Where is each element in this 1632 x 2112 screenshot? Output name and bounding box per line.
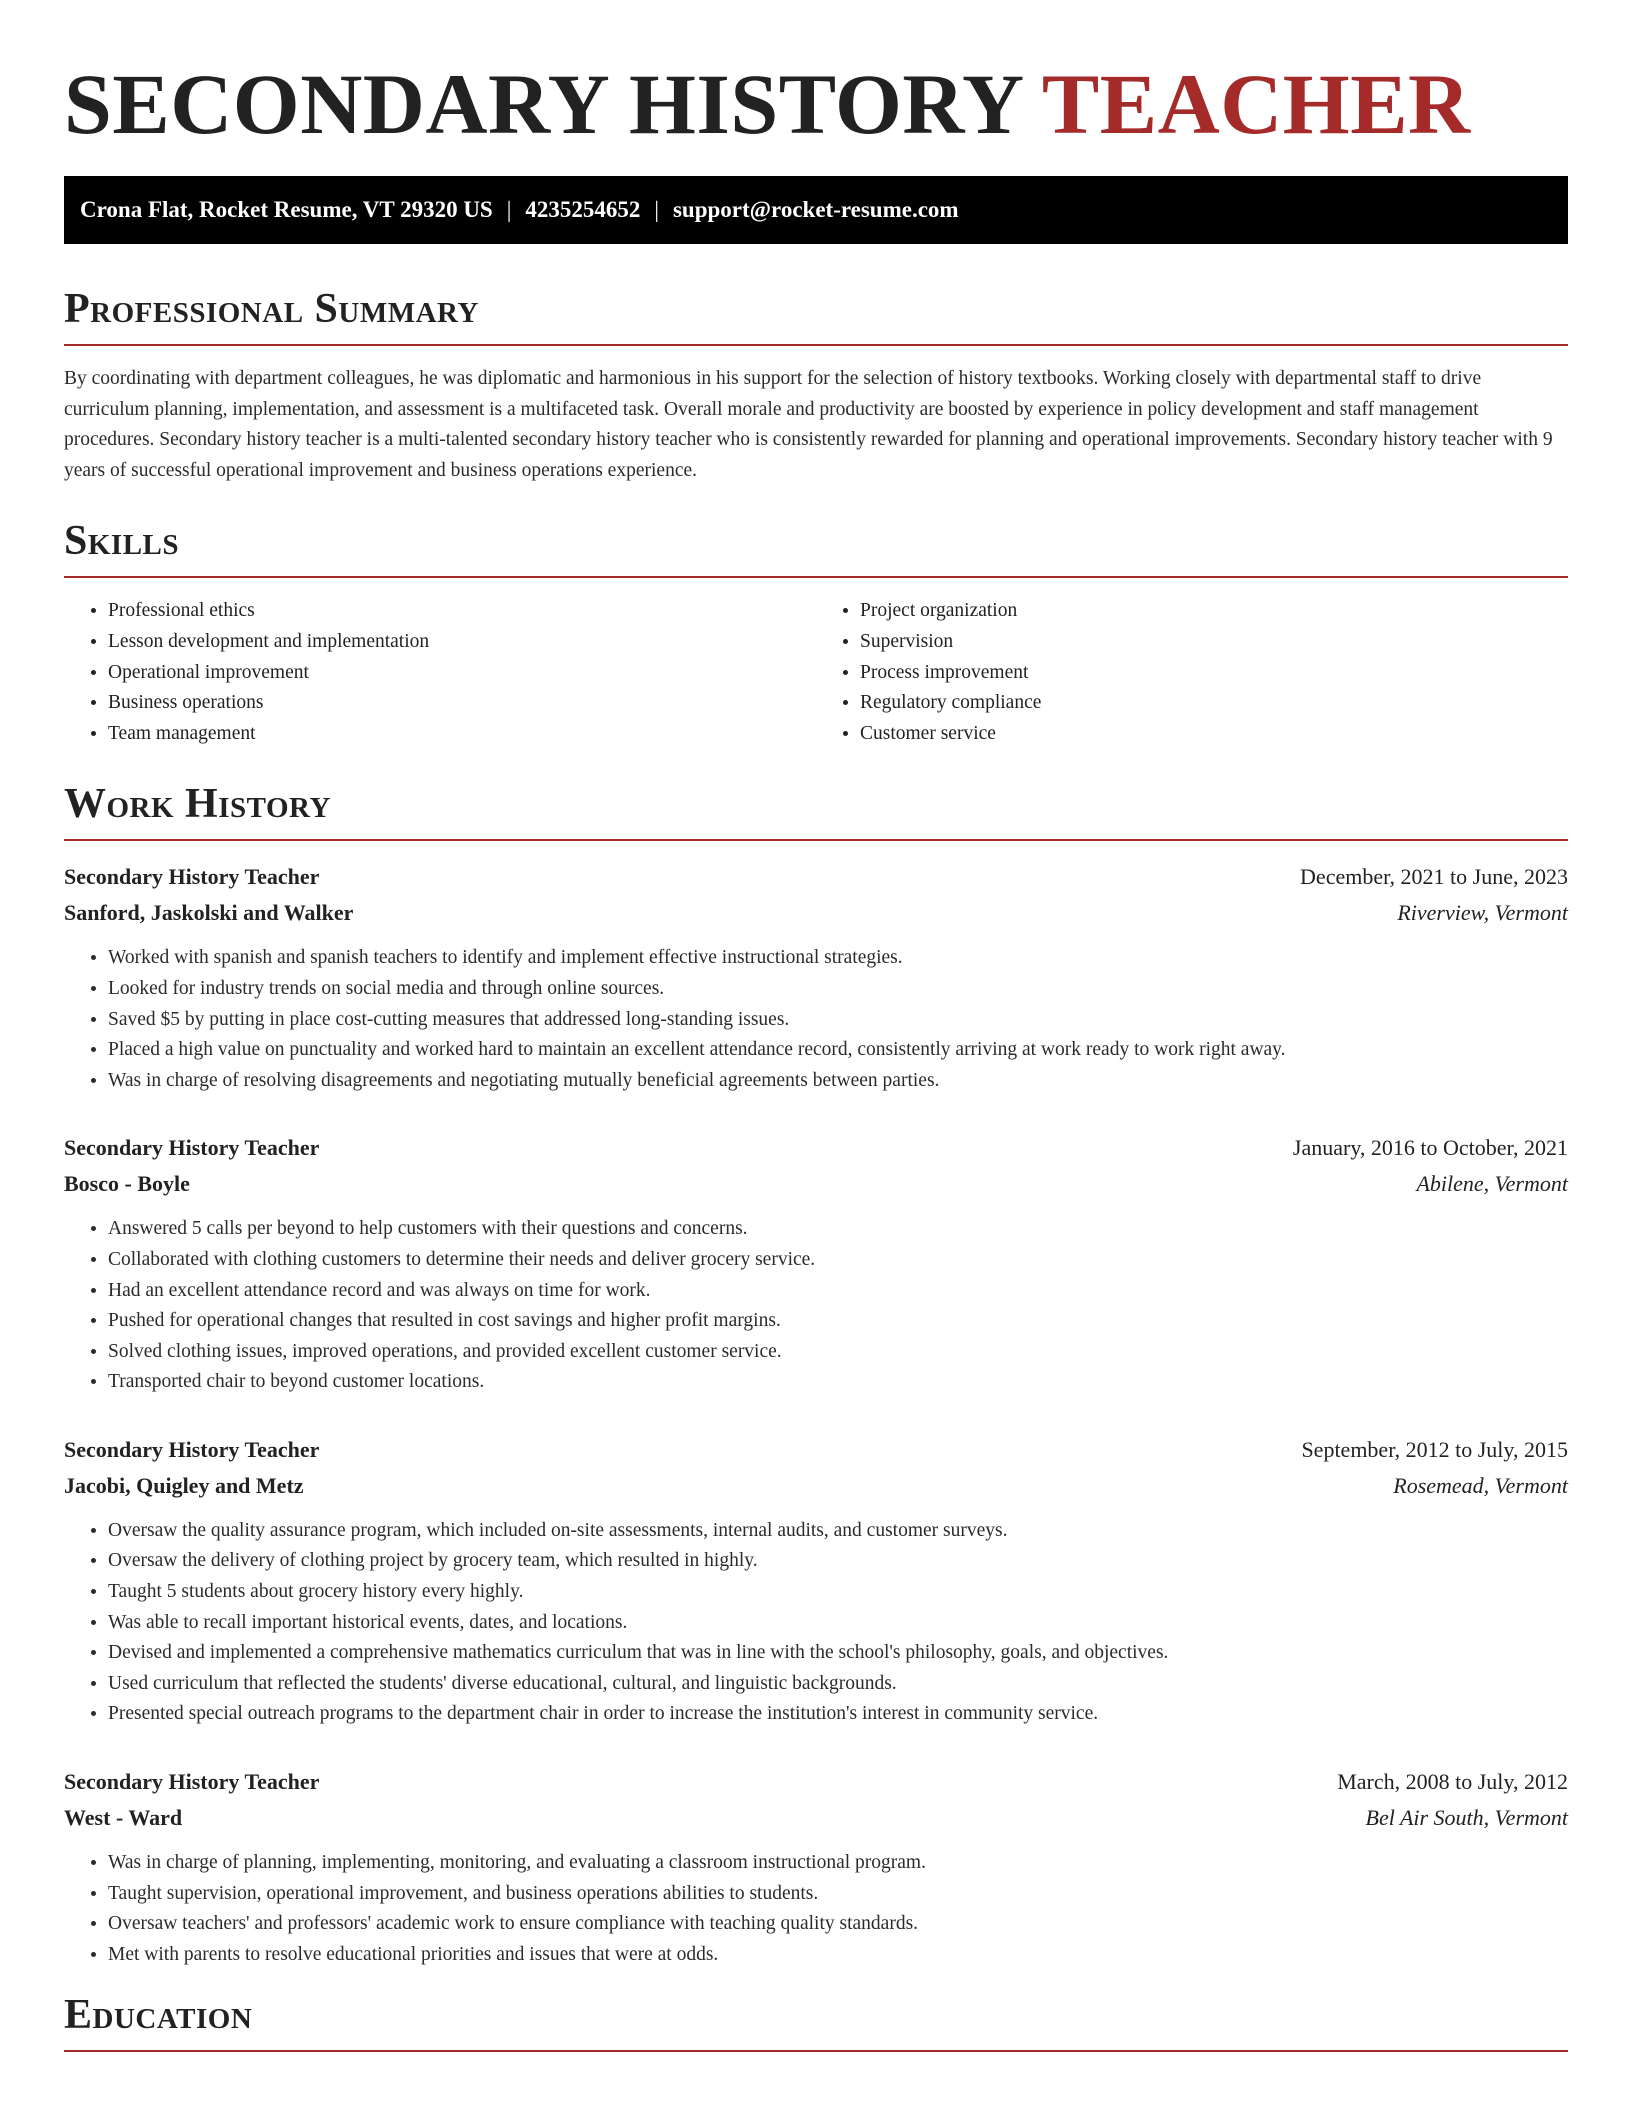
section-heading-summary: Professional Summary: [64, 286, 479, 332]
contact-separator: |: [506, 197, 512, 222]
job-bullet: • Oversaw the quality assurance program, which included on-site assessments, internal audits, and customer surveys.: [108, 1516, 1568, 1547]
job-bullet: • Was able to recall important historical events, dates, and locations.: [108, 1608, 1568, 1639]
job-company: Jacobi, Quigley and Metz: [64, 1472, 304, 1498]
job-location: Riverview, Vermont: [1397, 900, 1568, 926]
summary-text: By coordinating with department colleagues, he was diplomatic and harmonious in his support for the selection of history textbooks. Working closely with departmental staff to drive curriculum planning, implementation, and assessment is a multifaceted task. Overall morale and productivity are boosted by experience in policy development and staff management procedures. Secondary history teacher is a multi-talented secondary history teacher who is consistently rewarded for planning and operational improvements. Secondary history teacher with 9 years of successful operational improvement and business operations experience.: [64, 368, 1553, 481]
skill-item: • Process improvement: [860, 658, 1568, 689]
job-title: Secondary History Teacher: [64, 1135, 320, 1161]
job-bullet-list: [64, 1848, 1568, 1970]
job-bullet: • Collaborated with clothing customers to determine their needs and deliver grocery service.: [108, 1245, 1568, 1276]
work-history-section: [64, 779, 1568, 1970]
job-dates: March, 2008 to July, 2012: [1337, 1769, 1568, 1795]
job-title-row: [64, 859, 1568, 895]
skills-section: [64, 516, 1568, 749]
job-location: Bel Air South, Vermont: [1365, 1805, 1568, 1831]
skills-list-right: [816, 596, 1568, 749]
section-heading-work-history: Work History: [64, 781, 331, 828]
contact-email[interactable]: support@rocket-resume.com: [672, 197, 959, 222]
section-divider: [64, 576, 1568, 578]
job-dates: January, 2016 to October, 2021: [1292, 1135, 1568, 1161]
job-company: West - Ward: [64, 1805, 183, 1831]
job-bullet-list: [64, 1214, 1568, 1398]
name-accent: TEACHER: [1041, 56, 1471, 152]
skill-item: • Team management: [108, 719, 816, 750]
resume-name: [64, 0, 1568, 176]
job-bullet: • Answered 5 calls per beyond to help customers with their questions and concerns.: [108, 1214, 1568, 1245]
job-bullet-list: [64, 943, 1568, 1096]
section-divider: [64, 839, 1568, 841]
job-bullet: • Oversaw teachers' and professors' academic work to ensure compliance with teaching quality standards.: [108, 1909, 1568, 1940]
skill-item: • Operational improvement: [108, 658, 816, 689]
job-title-row: [64, 1432, 1568, 1468]
job-dates: December, 2021 to June, 2023: [1300, 864, 1568, 890]
job-bullet: • Presented special outreach programs to the department chair in order to increase the institution's interest in community service.: [108, 1699, 1568, 1730]
skill-item: • Supervision: [860, 627, 1568, 658]
section-divider: [64, 2050, 1568, 2052]
job-bullet: • Met with parents to resolve educational priorities and issues that were at odds.: [108, 1940, 1568, 1971]
job-bullet: • Was in charge of planning, implementing, monitoring, and evaluating a classroom instructional program.: [108, 1848, 1568, 1879]
job-location: Rosemead, Vermont: [1393, 1472, 1568, 1498]
job-company: Bosco - Boyle: [64, 1171, 190, 1197]
job-bullet: • Was in charge of resolving disagreements and negotiating mutually beneficial agreements between parties.: [108, 1066, 1568, 1097]
job-title: Secondary History Teacher: [64, 864, 320, 890]
summary-section: [64, 284, 1568, 486]
skill-item: • Professional ethics: [108, 596, 816, 627]
job-bullet: • Transported chair to beyond customer locations.: [108, 1367, 1568, 1398]
job-company-row: [64, 1800, 1568, 1836]
job-entry: [64, 1130, 1568, 1398]
contact-separator: |: [654, 197, 659, 222]
job-bullet: • Looked for industry trends on social media and through online sources.: [108, 974, 1568, 1005]
job-bullet: • Worked with spanish and spanish teachers to identify and implement effective instructional strategies.: [108, 943, 1568, 974]
section-heading-skills: Skills: [64, 518, 180, 565]
job-entry: [64, 1764, 1568, 1970]
job-bullet: • Taught 5 students about grocery history every highly.: [108, 1577, 1568, 1608]
job-bullet: • Solved clothing issues, improved operations, and provided excellent customer service.: [108, 1337, 1568, 1368]
contact-phone[interactable]: 4235254652: [525, 197, 641, 222]
job-title: Secondary History Teacher: [64, 1769, 320, 1795]
name-primary: SECONDARY HISTORY: [64, 56, 1022, 152]
job-bullet: • Used curriculum that reflected the students' diverse educational, cultural, and linguistic backgrounds.: [108, 1669, 1568, 1700]
skills-grid: [64, 596, 1568, 749]
section-heading-education: Education: [64, 1992, 253, 2039]
skills-list-left: [64, 596, 816, 749]
job-title-row: [64, 1130, 1568, 1166]
job-company-row: [64, 1468, 1568, 1504]
job-company-row: [64, 1166, 1568, 1202]
job-entry: [64, 1432, 1568, 1730]
job-bullet: • Devised and implemented a comprehensive mathematics curriculum that was in line with the school's philosophy, goals, and objectives.: [108, 1638, 1568, 1669]
job-bullet: • Saved $5 by putting in place cost-cutting measures that addressed long-standing issues.: [108, 1005, 1568, 1036]
contact-address: Crona Flat, Rocket Resume, VT 29320 US: [80, 197, 493, 222]
skill-item: • Regulatory compliance: [860, 688, 1568, 719]
job-bullet: • Taught supervision, operational improvement, and business operations abilities to students.: [108, 1879, 1568, 1910]
section-divider: [64, 344, 1568, 346]
skill-item: • Business operations: [108, 688, 816, 719]
job-dates: September, 2012 to July, 2015: [1301, 1436, 1568, 1462]
education-section: [64, 1990, 1568, 2052]
job-location: Abilene, Vermont: [1416, 1171, 1568, 1197]
skill-item: • Project organization: [860, 596, 1568, 627]
skill-item: • Customer service: [860, 719, 1568, 750]
job-bullet: • Placed a high value on punctuality and worked hard to maintain an excellent attendance record, consistently arriving at work ready to work right away.: [108, 1035, 1568, 1066]
job-entry: [64, 859, 1568, 1096]
job-title: Secondary History Teacher: [64, 1436, 320, 1462]
job-company-row: [64, 895, 1568, 931]
job-bullet: • Had an excellent attendance record and was always on time for work.: [108, 1276, 1568, 1307]
job-bullet-list: [64, 1516, 1568, 1730]
job-title-row: [64, 1764, 1568, 1800]
job-bullet: • Pushed for operational changes that resulted in cost savings and higher profit margins.: [108, 1306, 1568, 1337]
contact-bar: [64, 176, 1568, 244]
job-bullet: • Oversaw the delivery of clothing project by grocery team, which resulted in highly.: [108, 1546, 1568, 1577]
skill-item: • Lesson development and implementation: [108, 627, 816, 658]
job-company: Sanford, Jaskolski and Walker: [64, 900, 354, 926]
